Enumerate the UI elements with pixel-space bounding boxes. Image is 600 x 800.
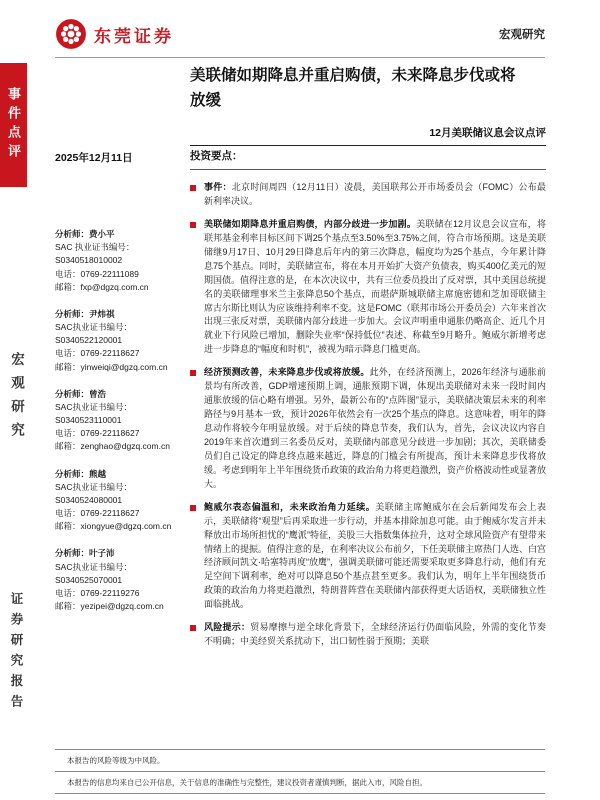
bullet-text: [204, 366, 546, 491]
bullet-square-icon: [190, 222, 196, 228]
analyst-sac-number: S0340524080001: [55, 494, 123, 505]
bullet-square-icon: [190, 370, 196, 376]
analyst-block: [55, 228, 181, 294]
bullet-economic-forecast: [190, 366, 546, 491]
side-vertical-research-report: 证券研究报告: [9, 592, 23, 715]
footer-risk-level: 本报告的风险等级为中风险。: [55, 749, 545, 771]
analyst-email: 邮箱：yezipei@dgzq.com.cn: [55, 601, 164, 612]
main-content: [190, 148, 546, 658]
bullet-powell-statement: [190, 501, 546, 613]
analyst-block: [55, 308, 181, 374]
analyst-phone: 电话：0769-22119276: [55, 587, 140, 598]
bullet-body: 美联储在12月议息会议宣布，将联邦基金利率目标区间下调25个基点至3.50%至3.75%之间，符合市场预期。这是美联储继9月17日、10月29日降息后年内的第三次降息，幅度均为25个基点，今年累计降息75个基点。同时，美联储宣布，将在本月开始扩大资产负债表，购买400亿美元的短期国债。值得注意的是，在本次决议中，共有三位委员投出了反对票，其中美国总统提名的美联储理事米兰主张降息50个基点，而堪萨斯城联储主席施密德和芝加哥联储主席古尔斯比则认为应该维持利率不变。这是FOMC（联邦市场公开委员会）六年来首次出现三张反对票，美联储内部分歧进一步加大。会议声明重申通胀仍略高企、近几个月就业下行风险已增加，删除失业率“保持低位”表述、称截至9月略升。鲍威尔新增考虑进一步降息的“幅度和时机”，被视为暗示降息门槛更高。: [204, 218, 547, 355]
report-subtitle: 12月美联储议息会议点评: [190, 125, 546, 146]
report-date: 2025年12月11日: [55, 152, 133, 164]
header: [55, 14, 545, 54]
bullet-body: 贸易摩擦与逆全球化背景下，全球经济运行仍面临风险，外需的变化节奏不明确；中美经贸关系扰动下，出口韧性弱于预期；美联: [204, 622, 546, 647]
analyst-column: [55, 228, 181, 627]
footer-disclaimer-text: 本报告的信息均来自已公开信息，关于信息的准确性与完整性，建议投资者谨慎判断，据此入市，风险自担。: [55, 771, 545, 794]
analyst-sac-label: SAC执业证书编号：: [55, 322, 132, 333]
analyst-name: 分析师：熊越: [55, 468, 107, 479]
analyst-email: 邮箱：zenghao@dgzq.com.cn: [55, 441, 170, 452]
brand-name: 东莞证券: [94, 26, 174, 46]
analyst-phone: 电话：0769-22111089: [55, 268, 139, 279]
analyst-email: 邮箱：fxp@dgzq.com.cn: [55, 281, 149, 292]
bullet-lead: 经济预测改善，未来降息步伐或将放缓。: [204, 367, 370, 378]
analyst-sac-label: SAC执业证书编号：: [55, 481, 132, 492]
bullet-lead: 风险提示：: [204, 622, 251, 633]
analyst-sac-label: SAC执业证书编号：: [55, 561, 132, 572]
bullet-text: [204, 181, 546, 209]
bullet-risk-warning: [190, 621, 546, 649]
analyst-sac-number: S0340522120001: [55, 335, 123, 346]
analyst-sac-number: S0340518010002: [55, 255, 123, 266]
title-block: [190, 64, 546, 146]
footer-disclaimer: [55, 749, 545, 794]
bullet-lead: 美联储如期降息并重启购债，内部分歧进一步加剧。: [204, 218, 417, 229]
brand-logo: [55, 18, 174, 50]
bullet-square-icon: [190, 185, 196, 191]
report-title: 美联储如期降息并重启购债，未来降息步伐或将放缓: [190, 67, 516, 109]
section-heading-key-points: 投资要点：: [190, 148, 546, 170]
analyst-email: 邮箱：yinweiqi@dgzq.com.cn: [55, 361, 168, 372]
analyst-phone: 电话：0769-22118627: [55, 508, 140, 519]
brand-emblem-icon: [55, 18, 87, 50]
bullet-body: 北京时间周四（12月11日）凌晨，美国联邦公开市场委员会（FOMC）公布最新利率决议。: [204, 182, 546, 206]
header-divider: [55, 57, 545, 58]
analyst-phone: 电话：0769-22118627: [55, 428, 140, 439]
analyst-sac-number: S0340523110001: [55, 415, 122, 426]
report-category: 宏观研究: [499, 29, 545, 41]
analyst-block: [55, 468, 181, 534]
bullet-body: 美联储主席鲍威尔在会后新闻发布会上表示，美联储将“观望”后再采取进一步行动，并基本排除加息可能。由于鲍威尔发言并未释放出市场所担忧的“鹰派”特征，美股三大指数集体拉升，这对全球风险资产有望带来情绪上的提振。值得注意的是，在利率决议公布前夕，下任美联储主席热门人选、白宫经济顾问凯文·哈塞特再度“放鹰”，强调美联储可能还需要采取更多降息行动，他们有充足空间下调利率，绝对可以降息50个基点甚至更多。我们认为，明年上半年围绕货币政策的政治角力将更趋激烈，特朗普阵营在美联储内部获得更大话语权，美联储独立性面临挑战。: [204, 501, 547, 610]
analyst-name: 分析师：尹炜祺: [55, 308, 115, 319]
bullet-square-icon: [190, 625, 196, 631]
bullet-text: [204, 218, 546, 357]
analyst-sac-label: SAC执业证书编号：: [55, 401, 132, 412]
analyst-sac-label: SAC 执业证书编号：: [55, 242, 135, 253]
bullet-rate-cut: [190, 218, 546, 357]
bullet-text: [204, 621, 546, 649]
bullet-event: [190, 181, 546, 209]
analyst-email: 邮箱：xiongyue@dgzq.com.cn: [55, 521, 172, 532]
bullet-lead: 事件：: [204, 182, 232, 192]
side-vertical-macro-research: 宏观研究: [9, 352, 24, 446]
analyst-block: [55, 388, 181, 454]
side-tab-event-comment: 事件点评: [0, 63, 27, 187]
bullet-body: 此外，在经济预测上，2026年经济与通胀前景均有所改善，GDP增速预期上调，通胀预期下调，体现出美联储对未来一段时间内通胀放缓的信心略有增强。另外，最新公布的“点阵图”显示，美联储决策层未来的利率路径与9月基本一致，预计2026年依然会有一次25个基点的降息。这意味着，明年的降息动作将较今年明显放缓。对于后续的降息节奏，我们认为，首先，会议决议内容自2019年来首次遭到三名委员反对，美联储内部意见分歧进一步加剧；其次，美联储委员们自己设定的降息终点越来越近，降息的门槛会有所提高，预计未来降息步伐将放缓。考虑到明年上半年围绕货币政策的政治角力将更趋激烈，资产价格波动性或显著放大。: [204, 367, 547, 489]
analyst-sac-number: S0340525070001: [55, 574, 123, 585]
analyst-name: 分析师：叶子沛: [55, 548, 115, 559]
analyst-phone: 电话：0769-22118627: [55, 348, 140, 359]
bullet-text: [204, 501, 546, 613]
analyst-name: 分析师：曾浩: [55, 388, 107, 399]
analyst-block: [55, 547, 181, 613]
analyst-name: 分析师：费小平: [55, 229, 115, 239]
bullet-square-icon: [190, 505, 196, 511]
bullet-lead: 鲍威尔表态偏温和，未来政治角力延续。: [204, 501, 376, 512]
